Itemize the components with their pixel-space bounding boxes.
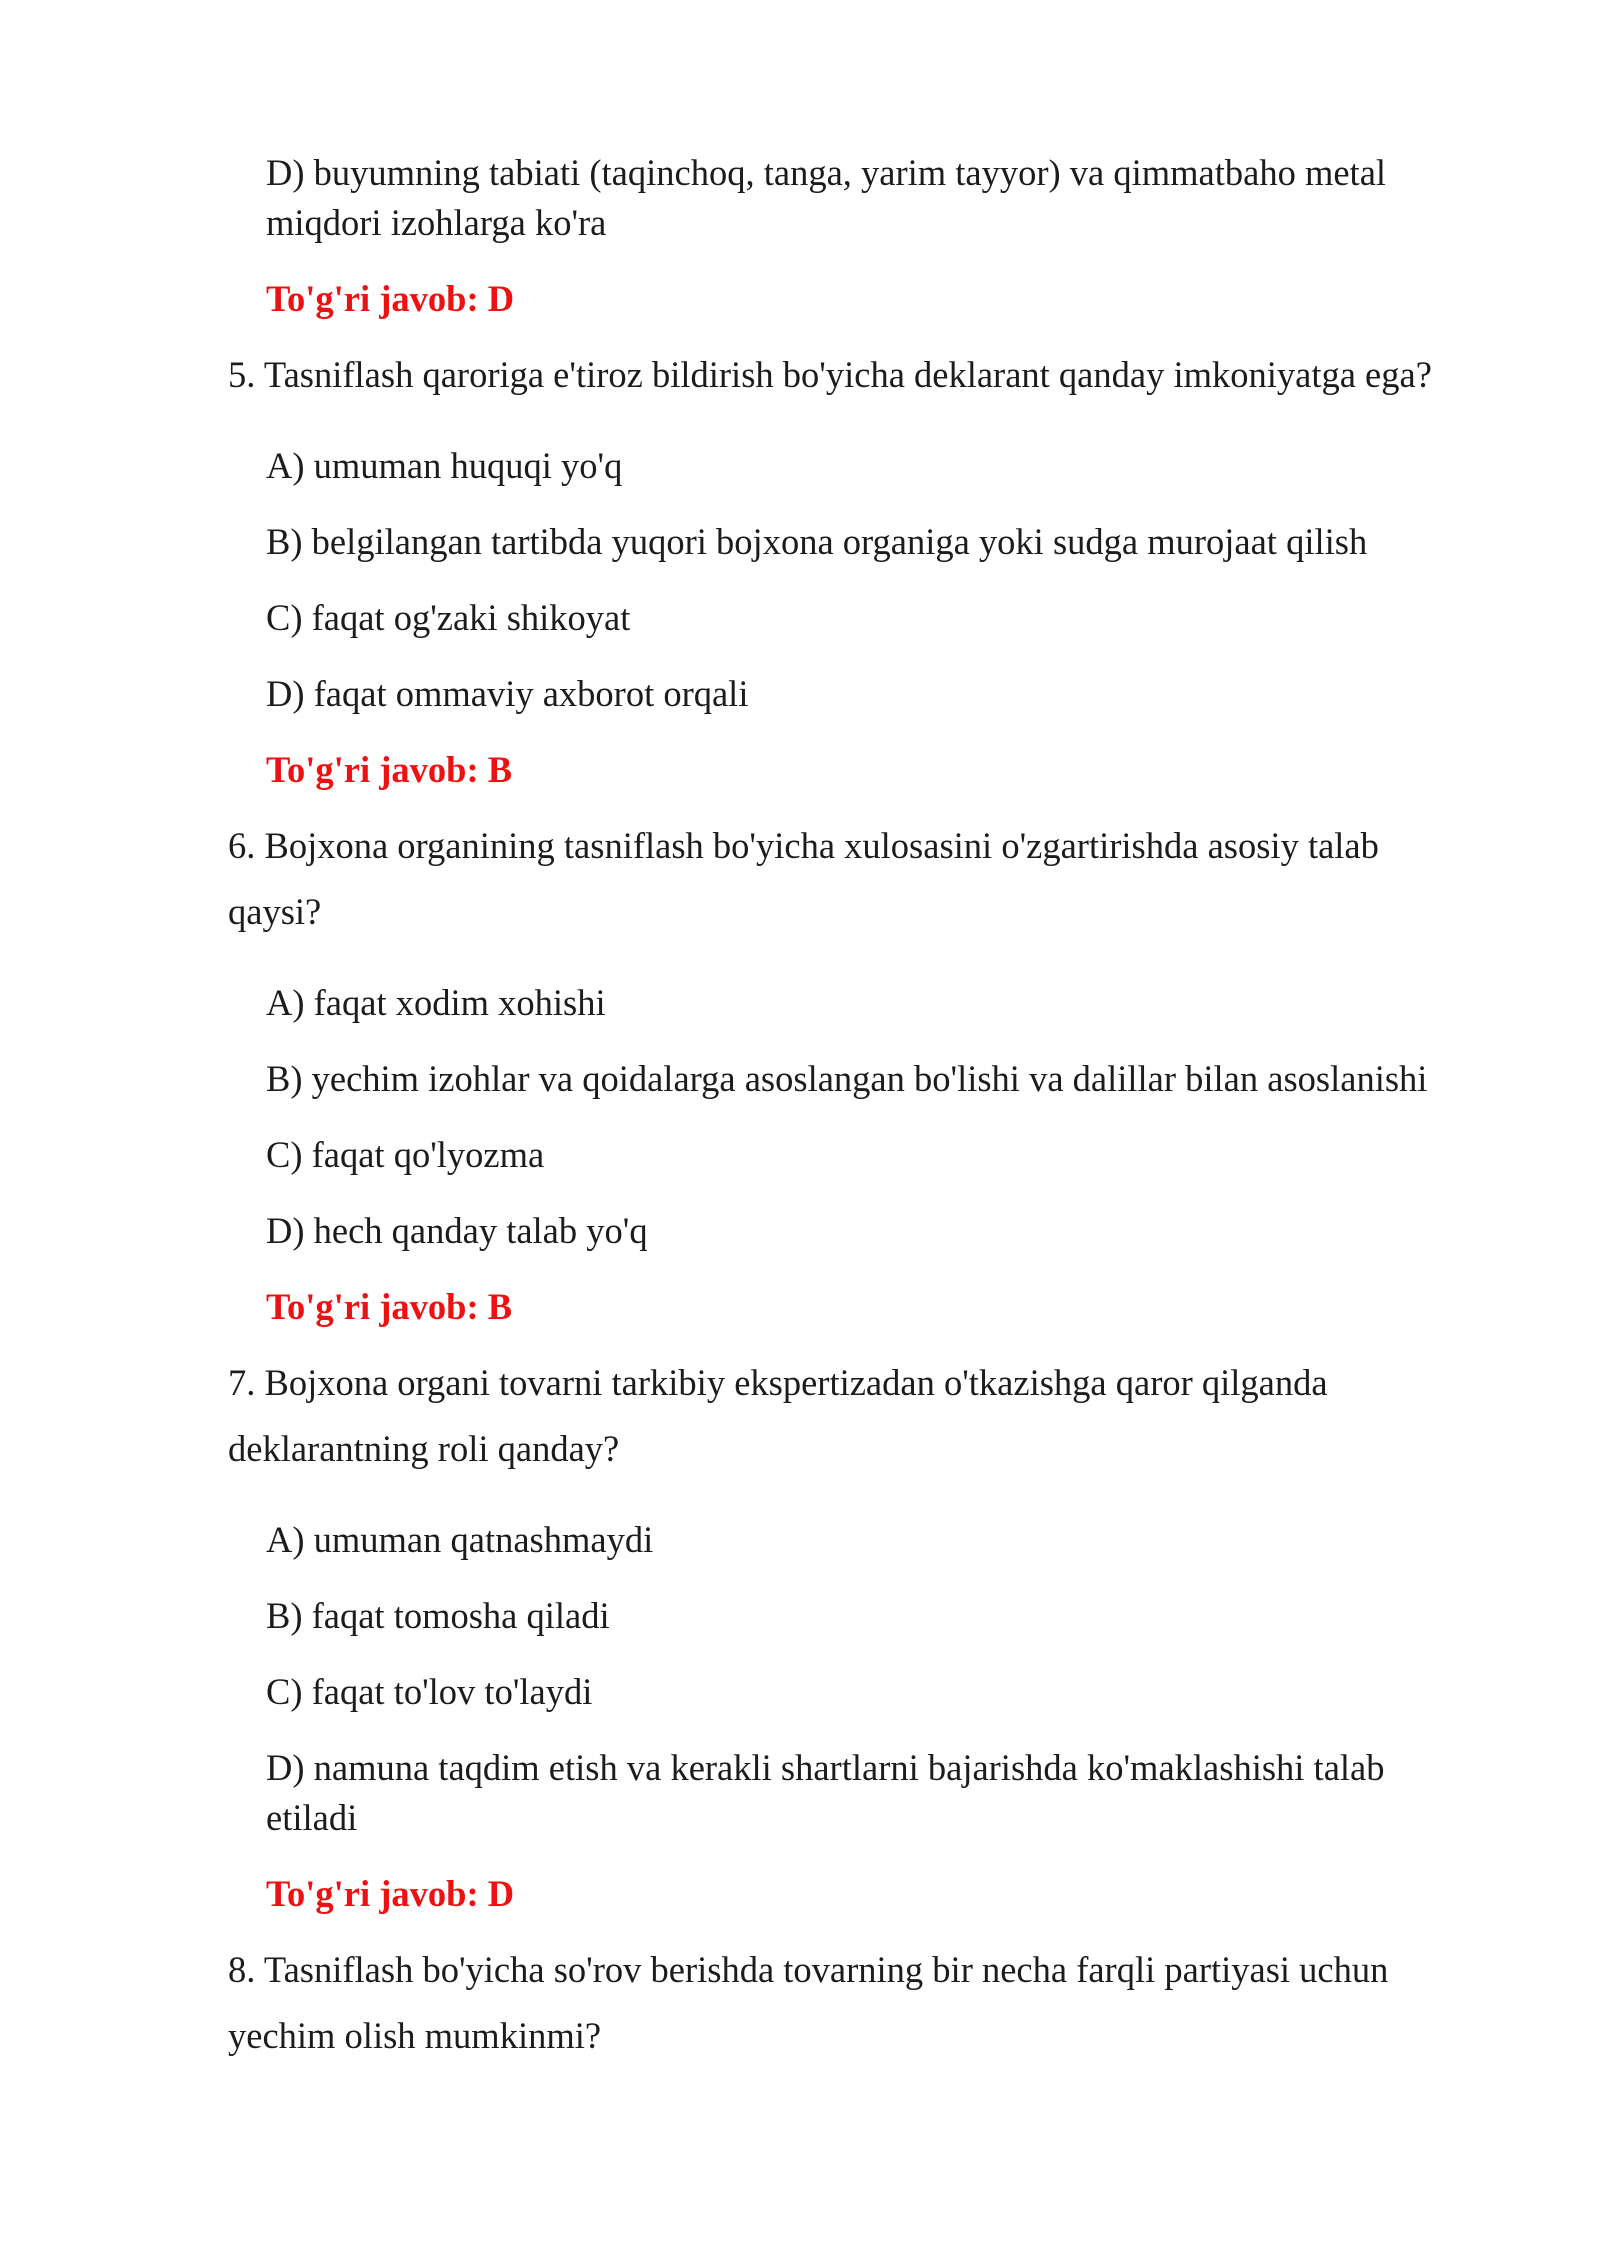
question-5-option-b: B) belgilangan tartibda yuqori bojxona organiga yoki sudga murojaat qilish bbox=[266, 521, 1368, 562]
option-d-line1: D) buyumning tabiati (taqinchoq, tanga, yarim tayyor) va qimmatbaho metal bbox=[266, 152, 1387, 193]
question-6-option-a: A) faqat xodim xohishi bbox=[266, 982, 606, 1023]
question-5-option-c: C) faqat og'zaki shikoyat bbox=[266, 597, 631, 638]
question-5-option-d: D) faqat ommaviy axborot orqali bbox=[266, 673, 749, 714]
correct-answer: To'g'ri javob: D bbox=[266, 278, 515, 319]
question-7-answer: To'g'ri javob: D bbox=[266, 1873, 515, 1914]
question-7-line2: deklarantning roli qanday? bbox=[228, 1428, 620, 1469]
question-6-answer: To'g'ri javob: B bbox=[266, 1286, 513, 1327]
question-6-option-d: D) hech qanday talab yo'q bbox=[266, 1210, 648, 1251]
question-6-line1: 6. Bojxona organining tasniflash bo'yicha xulosasini o'zgartirishda asosiy talab bbox=[228, 825, 1379, 866]
question-6-option-c: C) faqat qo'lyozma bbox=[266, 1134, 545, 1175]
question-7-line1: 7. Bojxona organi tovarni tarkibiy ekspertizadan o'tkazishga qaror qilganda bbox=[228, 1362, 1328, 1403]
question-7-option-d-line1: D) namuna taqdim etish va kerakli shartlarni bajarishda ko'maklashishi talab bbox=[266, 1747, 1385, 1788]
question-5: 5. Tasniflash qaroriga e'tiroz bildirish bo'yicha deklarant qanday imkoniyatga ega? bbox=[228, 354, 1432, 395]
question-8-line1: 8. Tasniflash bo'yicha so'rov berishda tovarning bir necha farqli partiyasi uchun bbox=[228, 1949, 1389, 1990]
question-5-answer: To'g'ri javob: B bbox=[266, 749, 513, 790]
question-7-option-b: B) faqat tomosha qiladi bbox=[266, 1595, 610, 1636]
option-d-line2: miqdori izohlarga ko'ra bbox=[266, 202, 607, 243]
question-8-line2: yechim olish mumkinmi? bbox=[228, 2015, 602, 2056]
question-6-line2: qaysi? bbox=[228, 891, 322, 932]
question-5-option-a: A) umuman huquqi yo'q bbox=[266, 445, 623, 486]
question-7-option-d-line2: etiladi bbox=[266, 1797, 358, 1838]
question-6-option-b: B) yechim izohlar va qoidalarga asoslangan bo'lishi va dalillar bilan asoslanishi bbox=[266, 1058, 1428, 1099]
question-7-option-c: C) faqat to'lov to'laydi bbox=[266, 1671, 593, 1712]
question-7-option-a: A) umuman qatnashmaydi bbox=[266, 1519, 654, 1560]
